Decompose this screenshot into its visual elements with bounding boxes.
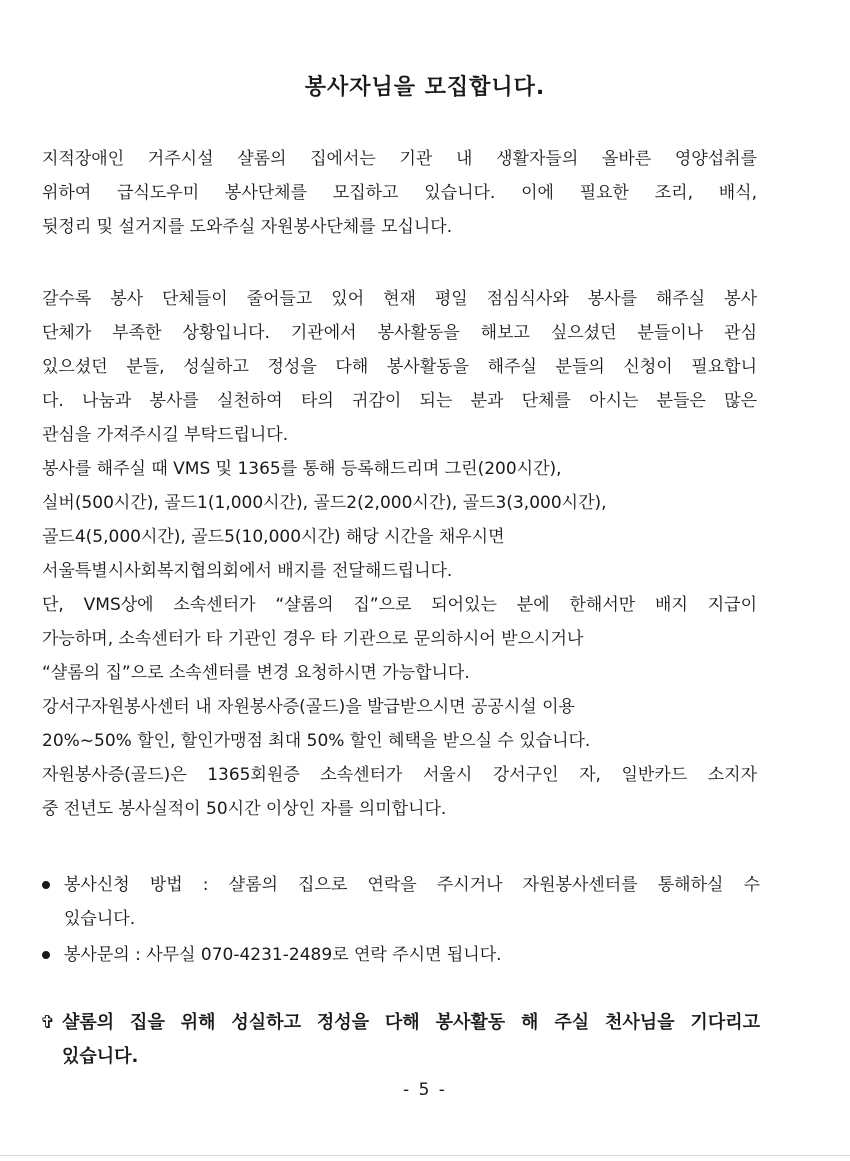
bullet-icon [42, 951, 50, 959]
page-title: 봉사자님을 모집합니다. [304, 75, 546, 100]
paragraph-line: 강서구자원봉사센터 내 자원봉사증(골드)을 발급받으시면 공공시설 이용 [42, 697, 575, 717]
bullet-list [40, 868, 760, 974]
paragraph-line: 서울특별시사회복지협의회에서 배지를 전달해드립니다. [42, 561, 453, 581]
paragraph-line: 가능하며, 소속센터가 타 기관인 경우 타 기관으로 문의하시어 받으시거나 [42, 629, 584, 649]
closing-line: 샬롬의 집을 위해 성실하고 정성을 다해 봉사활동 해 주실 천사님을 기다리고 [62, 1012, 760, 1033]
paragraph-line: 단, VMS상에 소속센터가 “샬롬의 집”으로 되어있는 분에 한해서만 배지 지급이 [42, 595, 757, 615]
paragraph-line: 실버(500시간), 골드1(1,000시간), 골드2(2,000시간), 골드3(3,000시간), [42, 493, 607, 513]
paragraph-line: 위하여 급식도우미 봉사단체를 모집하고 있습니다. 이에 필요한 조리, 배식, [42, 183, 757, 203]
cross-icon: ✞ [40, 1012, 56, 1033]
paragraph-line: 관심을 가져주시길 부탁드립니다. [42, 425, 289, 445]
closing-line: 있습니다. [62, 1046, 139, 1067]
details-paragraph [42, 282, 757, 826]
bullet-item-application [40, 868, 760, 936]
footer-divider [0, 1155, 850, 1156]
page-number: - 5 - [403, 1080, 447, 1100]
paragraph-line: 다. 나눔과 봉사를 실천하여 타의 귀감이 되는 분과 단체를 아시는 분들은 많은 [42, 391, 757, 411]
bullet-line: 봉사신청 방법 : 샬롬의 집으로 연락을 주시거나 자원봉사센터를 통해하실 수 [64, 875, 760, 895]
paragraph-line: 단체가 부족한 상황입니다. 기관에서 봉사활동을 해보고 싶으셨던 분들이나 관심 [42, 323, 757, 343]
bullet-icon [42, 881, 50, 889]
bullet-line: 봉사문의 : 사무실 070-4231-2489로 연락 주시면 됩니다. [64, 945, 502, 965]
paragraph-line: 골드4(5,000시간), 골드5(10,000시간) 해당 시간을 채우시면 [42, 527, 505, 547]
paragraph-line: “샬롬의 집”으로 소속센터를 변경 요청하시면 가능합니다. [42, 663, 470, 683]
paragraph-line: 갈수록 봉사 단체들이 줄어들고 있어 현재 평일 점심식사와 봉사를 해주실 봉사 [42, 289, 757, 309]
closing-text [40, 1006, 760, 1074]
intro-paragraph [42, 142, 757, 244]
paragraph-line: 있으셨던 분들, 성실하고 정성을 다해 봉사활동을 해주실 분들의 신청이 필요합니 [42, 357, 757, 377]
paragraph-line: 봉사를 해주실 때 VMS 및 1365를 통해 등록해드리며 그린(200시간), [42, 459, 562, 479]
closing-message [40, 1006, 760, 1074]
paragraph-line: 20%~50% 할인, 할인가맹점 최대 50% 할인 혜택을 받으실 수 있습니다. [42, 731, 591, 751]
paragraph-line: 지적장애인 거주시설 샬롬의 집에서는 기관 내 생활자들의 올바른 영양섭취를 [42, 149, 757, 169]
paragraph-line: 뒷정리 및 설거지를 도와주실 자원봉사단체를 모십니다. [42, 217, 453, 237]
paragraph-line: 중 전년도 봉사실적이 50시간 이상인 자를 의미합니다. [42, 799, 447, 819]
paragraph-line: 자원봉사증(골드)은 1365회원증 소속센터가 서울시 강서구인 자, 일반카드 소지자 [42, 765, 757, 785]
bullet-item-inquiry [40, 938, 760, 972]
bullet-line: 있습니다. [64, 909, 136, 929]
